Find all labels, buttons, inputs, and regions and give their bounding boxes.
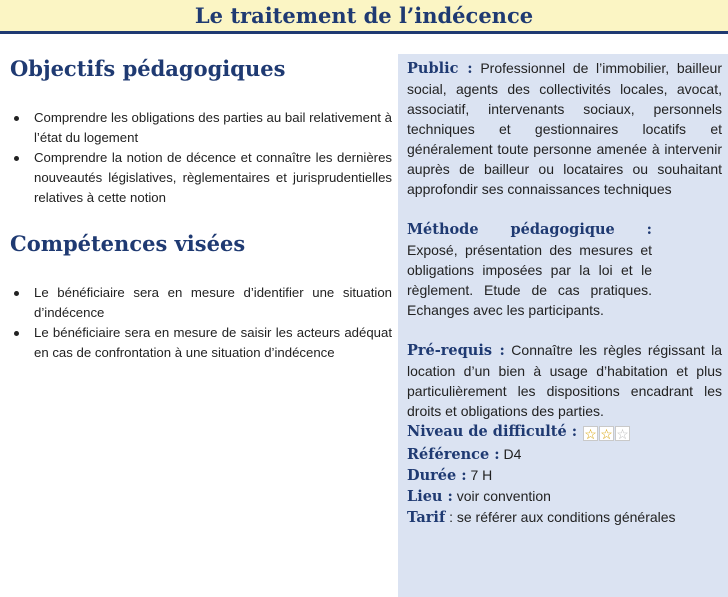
bullet-icon: [14, 156, 19, 161]
reference-row: [407, 444, 722, 465]
methode-block: [407, 219, 652, 320]
objectifs-list: [10, 108, 392, 208]
difficulty-rating: [583, 424, 631, 444]
list-item: [10, 108, 392, 148]
info-panel: [398, 54, 728, 597]
list-item-text: Comprendre les obligations des parties au bail relativement à l’état du logement: [34, 110, 392, 145]
lieu-label: Lieu :: [407, 488, 453, 505]
duree-label: Durée :: [407, 467, 467, 484]
reference-label: Référence :: [407, 446, 500, 463]
bullet-icon: [14, 291, 19, 296]
duree-row: [407, 465, 722, 486]
reference-value: D4: [503, 446, 522, 462]
public-text: Professionnel de l’immobilier, bailleur social, agents des collectivités locales, avocat, associatif, intervenants sociaux, personnels techniques et gestionnaires locatifs et généralement toute personne amenée à intervenir auprès de bailleur ou locataires ou souhaitant approfondir ses connaissances techniques: [407, 60, 722, 197]
prerequis-label: Pré-requis :: [407, 342, 505, 359]
competences-heading: Compétences visées: [10, 231, 246, 256]
public-block: [407, 58, 722, 199]
public-label: Public :: [407, 60, 473, 77]
prerequis-text: Connaître les règles régissant la location d’un bien à usage d’habitation et plus particulièrement les dispositions encadrant les droits et obligations des parties.: [407, 342, 723, 419]
list-item-text: Comprendre la notion de décence et connaître les dernières nouveautés législatives, règlementaires et jurisprudentielles relatives à cette notion: [34, 150, 392, 205]
difficulte-label: Niveau de difficulté :: [407, 423, 578, 440]
list-item-text: Le bénéficiaire sera en mesure d’identifier une situation d’indécence: [34, 285, 392, 320]
list-item: [10, 323, 392, 363]
prerequis-block: [407, 340, 722, 421]
tarif-label: Tarif: [407, 509, 446, 526]
bullet-icon: [14, 116, 19, 121]
tarif-value: : se référer aux conditions générales: [449, 509, 676, 525]
title-banner: [0, 0, 728, 34]
bullet-icon: [14, 331, 19, 336]
difficulte-row: [407, 421, 722, 444]
star-icon: ☆: [616, 426, 629, 442]
methode-label: Méthode pédagogique :: [407, 221, 652, 238]
tarif-row: [407, 507, 722, 528]
star-icon: ☆: [600, 426, 613, 442]
list-item: [10, 283, 392, 323]
list-item-text: Le bénéficiaire sera en mesure de saisir les acteurs adéquat en cas de confrontation à une situation d’indécence: [34, 325, 392, 360]
objectifs-heading: Objectifs pédagogiques: [10, 56, 286, 81]
page-title: Le traitement de l’indécence: [194, 3, 534, 28]
list-item: [10, 148, 392, 208]
left-column: [10, 56, 392, 363]
duree-value: 7 H: [470, 467, 493, 483]
lieu-value: voir convention: [456, 488, 551, 504]
methode-text: Exposé, présentation des mesures et obligations imposées par la loi et le règlement. Etude de cas pratiques. Echanges avec les participants.: [407, 242, 652, 318]
competences-list: [10, 283, 392, 363]
star-icon: ☆: [584, 426, 597, 442]
lieu-row: [407, 486, 722, 507]
